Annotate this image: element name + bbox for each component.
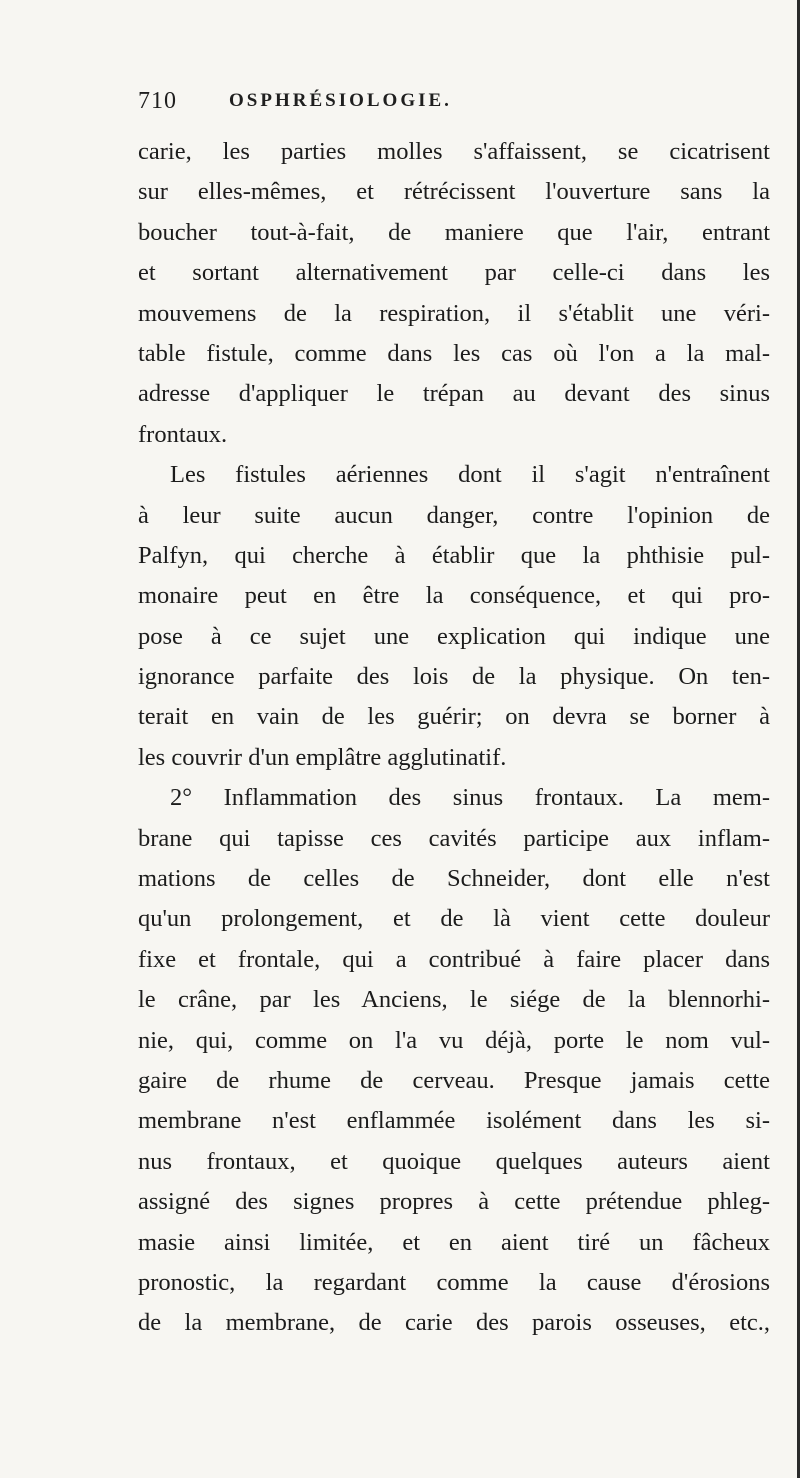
text-line: monaire peut en être la conséquence, et qui pro- (138, 582, 770, 610)
text-line: le crâne, par les Anciens, le siége de la blennorhi- (138, 986, 770, 1014)
text-line: carie, les parties molles s'affaissent, se cicatrisent (138, 138, 770, 165)
text-line: qu'un prolongement, et de là vient cette douleur (138, 905, 770, 933)
text-line: nus frontaux, et quoique quelques auteurs aient (138, 1147, 770, 1175)
text-line: boucher tout-à-fait, de maniere que l'air, entrant (138, 218, 770, 246)
text-line: à leur suite aucun danger, contre l'opinion de (138, 501, 770, 529)
text-line: 2° Inflammation des sinus frontaux. La mem- (170, 784, 770, 812)
text-line: mations de celles de Schneider, dont elle n'est (138, 865, 770, 893)
text-line: Palfyn, qui cherche à établir que la phthisie pul- (138, 541, 770, 569)
text-line: mouvemens de la respiration, il s'établit une véri- (138, 299, 770, 327)
text-line: table fistule, comme dans les cas où l'on a la mal- (138, 339, 770, 367)
text-line: les couvrir d'un emplâtre agglutinatif. (138, 743, 507, 771)
text-line: pronostic, la regardant comme la cause d'érosions (138, 1268, 770, 1296)
text-line: fixe et frontale, qui a contribué à faire placer dans (138, 945, 770, 973)
text-line: masie ainsi limitée, et en aient tiré un fâcheux (138, 1228, 770, 1256)
text-line: nie, qui, comme on l'a vu déjà, porte le nom vul- (138, 1026, 770, 1054)
text-line: et sortant alternativement par celle-ci dans les (138, 259, 770, 287)
text-line: terait en vain de les guérir; on devra se borner à (138, 703, 770, 731)
body-text (138, 132, 770, 1344)
text-line: Les fistules aériennes dont il s'agit n'entraînent (170, 461, 770, 489)
text-line: assigné des signes propres à cette prétendue phleg- (138, 1188, 770, 1216)
text-line: ignorance parfaite des lois de la physique. On ten- (138, 663, 770, 691)
text-line: gaire de rhume de cerveau. Presque jamais cette (138, 1066, 770, 1094)
running-title: OSPHRÉSIOLOGIE. (229, 90, 452, 111)
page-number: 710 (138, 88, 177, 114)
text-line: de la membrane, de carie des parois osseuses, etc., (138, 1309, 770, 1337)
text-line: adresse d'appliquer le trépan au devant des sinus (138, 380, 770, 408)
text-line: membrane n'est enflammée isolément dans les si- (138, 1107, 770, 1135)
text-line: sur elles-mêmes, et rétrécissent l'ouverture sans la (138, 178, 770, 206)
text-line: pose à ce sujet une explication qui indique une (138, 622, 770, 650)
text-line: brane qui tapisse ces cavités participe aux inflam- (138, 824, 770, 852)
text-line: frontaux. (138, 420, 228, 448)
